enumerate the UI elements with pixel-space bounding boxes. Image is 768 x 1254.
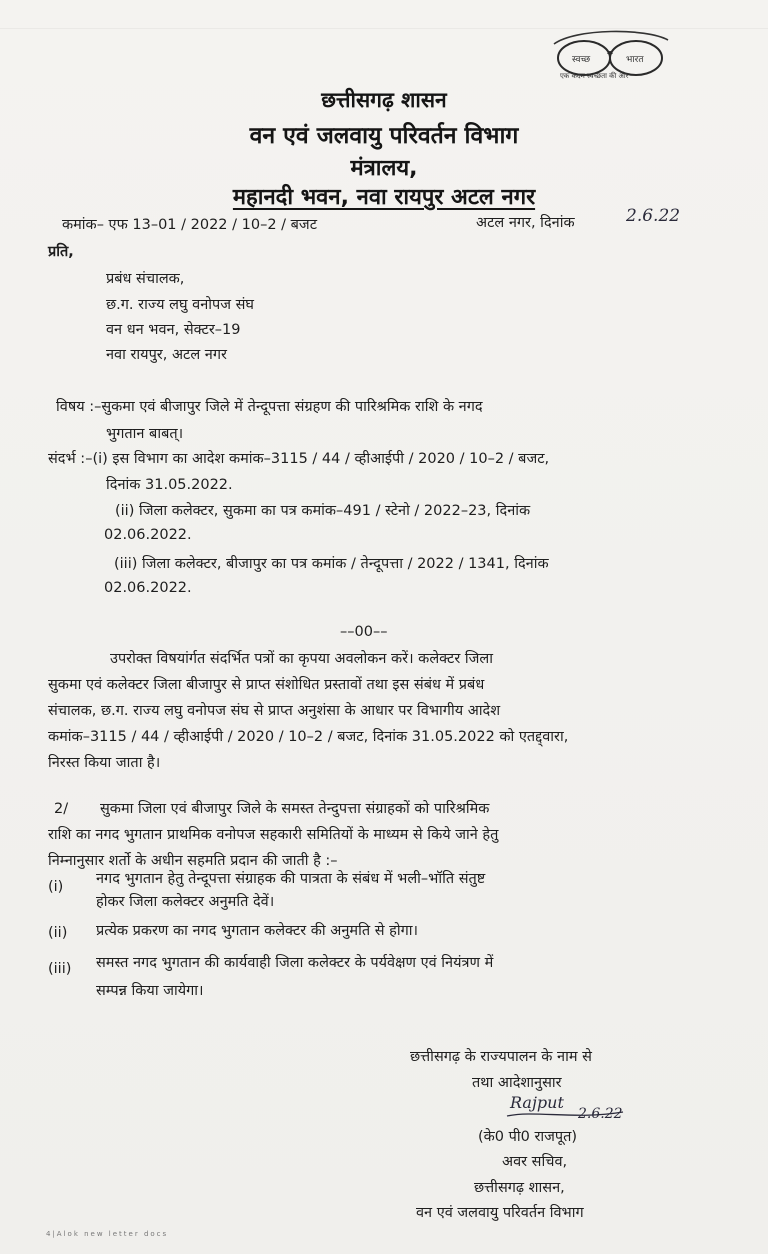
condition-line: होकर जिला कलेक्टर अनुमति देवें। <box>96 894 275 910</box>
reference-line: 02.06.2022. <box>104 527 192 543</box>
condition-line: सम्पन्न किया जायेगा। <box>96 983 204 999</box>
condition-number: (ii) <box>48 925 68 941</box>
reference-line: संदर्भ :–(i) इस विभाग का आदेश कमांक–3115 / 44 / व्हीआईपी / 2020 / 10–2 / बजट, <box>48 451 550 467</box>
paragraph-line: उपरोक्त विषयांर्गत संदर्भित पत्रों का कृपया अवलोकन करें। कलेक्टर जिला <box>110 651 493 667</box>
logo-left-word: स्वच्छ <box>572 55 591 65</box>
logo-right-word: भारत <box>626 55 644 65</box>
condition-line: समस्त नगद भुगतान की कार्यवाही जिला कलेक्टर के पर्यवेक्षण एवं नियंत्रण में <box>96 955 494 971</box>
signature-authority-line: तथा आदेशानुसार <box>472 1075 562 1091</box>
signature-date: 2.6.22 <box>578 1106 623 1122</box>
signature-authority-line: छत्तीसगढ़ के राज्यपालन के नाम से <box>410 1049 592 1065</box>
paragraph-line: राशि का नगद भुगतान प्राथमिक वनोपज सहकारी समितियों के माध्यम से किये जाने हेतु <box>48 827 499 843</box>
handwritten-signature: Rajput <box>510 1093 564 1112</box>
swachh-bharat-logo <box>546 22 676 94</box>
paragraph-line: निरस्त किया जाता है। <box>48 755 161 771</box>
footer-file-ref: 4|Alok new letter docs <box>46 1230 169 1238</box>
reference-line: दिनांक 31.05.2022. <box>106 477 233 493</box>
condition-number: (iii) <box>48 961 72 977</box>
paragraph-line: संचालक, छ.ग. राज्य लघु वनोपज संघ से प्राप्त अनुशंसा के आधार पर विभागीय आदेश <box>48 703 501 719</box>
header-address: महानदी भवन, नवा रायपुर अटल नगर <box>232 185 536 210</box>
header-government: छत्तीसगढ़ शासन <box>321 88 447 112</box>
condition-line: प्रत्येक प्रकरण का नगद भुगतान कलेक्टर की अनुमति से होगा। <box>96 923 418 939</box>
place-date-label: अटल नगर, दिनांक <box>476 215 575 231</box>
reference-number: कमांक– एफ 13–01 / 2022 / 10–2 / बजट <box>62 217 318 233</box>
paragraph-line: सुकमा एवं कलेक्टर जिला बीजापुर से प्राप्त संशोधित प्रस्तावों तथा इस संबंध में प्रबंध <box>48 677 485 693</box>
reference-line: (iii) जिला कलेक्टर, बीजापुर का पत्र कमांक / तेन्दूपत्ता / 2022 / 1341, दिनांक <box>114 556 549 572</box>
logo-tagline: एक कदम स्वच्छता की ओर <box>560 72 629 80</box>
addressee-line: वन धन भवन, सेक्टर–19 <box>106 322 241 338</box>
header-department: वन एवं जलवायु परिवर्तन विभाग <box>249 123 519 149</box>
signatory-designation: अवर सचिव, <box>502 1154 568 1170</box>
addressee-line: छ.ग. राज्य लघु वनोपज संघ <box>106 297 255 313</box>
subject-line: भुगतान बाबत्। <box>106 426 184 442</box>
addressee-line: प्रबंध संचालक, <box>106 271 185 287</box>
paragraph-line: कमांक–3115 / 44 / व्हीआईपी / 2020 / 10–2 / बजट, दिनांक 31.05.2022 को एतद्द्वारा, <box>48 729 569 745</box>
signatory-name: (के0 पी0 राजपूत) <box>478 1129 578 1145</box>
header-ministry: मंत्रालय, <box>350 156 418 181</box>
signatory-org: छत्तीसगढ़ शासन, <box>474 1180 565 1196</box>
paragraph-line: निम्नानुसार शर्तो के अधीन सहमति प्रदान की जाती है :– <box>48 853 338 869</box>
reference-line: 02.06.2022. <box>104 580 192 596</box>
paragraph-number: 2/ <box>54 801 69 817</box>
addressee-line: नवा रायपुर, अटल नगर <box>106 347 227 363</box>
reference-line: (ii) जिला कलेक्टर, सुकमा का पत्र कमांक–491 / स्टेनो / 2022–23, दिनांक <box>115 503 531 519</box>
separator: ––00–– <box>340 624 388 640</box>
condition-number: (i) <box>48 879 64 895</box>
condition-line: नगद भुगतान हेतु तेन्दूपत्ता संग्राहक की पात्रता के संबंध में भली–भॉति संतुष्ट <box>96 871 486 887</box>
paragraph-line: सुकमा जिला एवं बीजापुर जिले के समस्त तेन्दुपत्ता संग्राहकों को पारिश्रमिक <box>100 801 490 817</box>
signatory-department: वन एवं जलवायु परिवर्तन विभाग <box>416 1205 584 1221</box>
prati-label: प्रति, <box>48 244 74 260</box>
subject-line: विषय :–सुकमा एवं बीजापुर जिले में तेन्दूपत्ता संग्रहण की पारिश्रमिक राशि के नगद <box>56 399 483 415</box>
handwritten-date: 2.6.22 <box>626 206 681 226</box>
